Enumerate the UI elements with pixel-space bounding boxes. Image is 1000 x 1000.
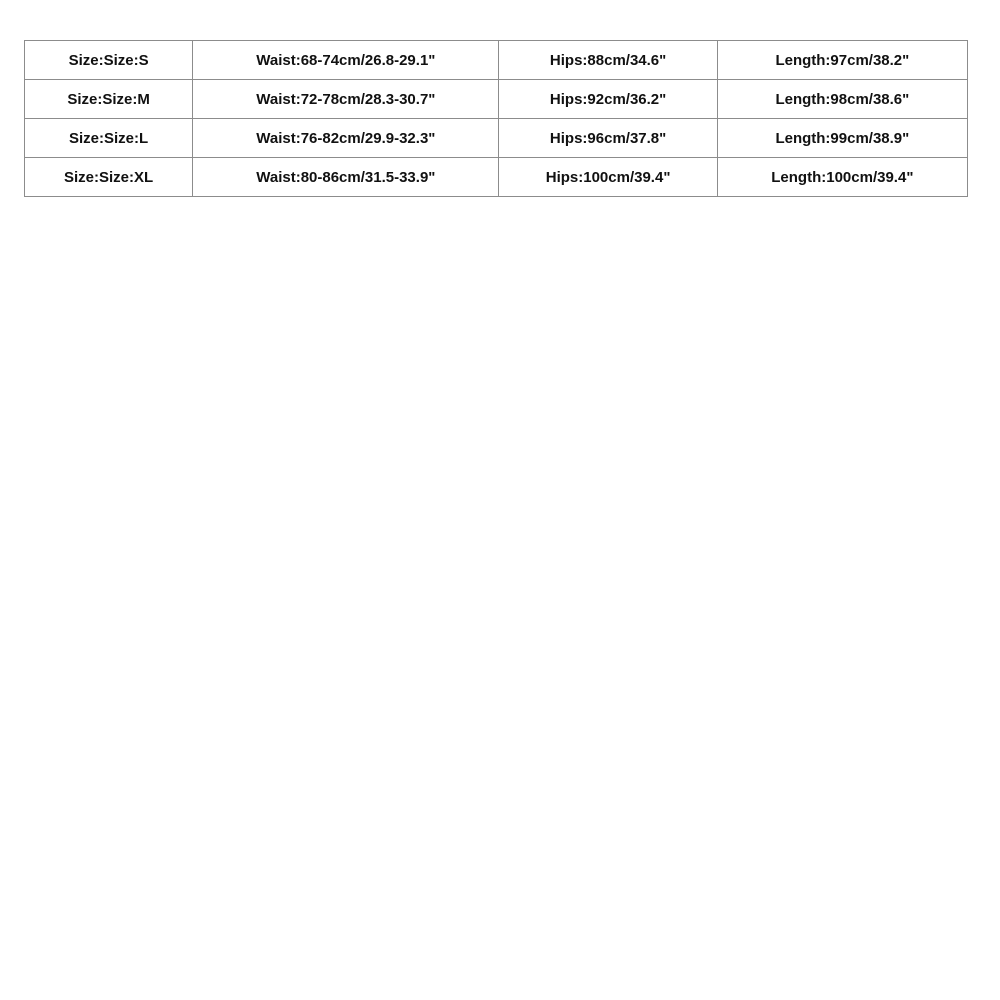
table-row (25, 80, 968, 119)
table-row (25, 158, 968, 197)
waist-cell: Waist:72-78cm/28.3-30.7" (193, 80, 499, 119)
hips-cell: Hips:96cm/37.8" (499, 119, 717, 158)
length-cell: Length:97cm/38.2" (717, 41, 967, 80)
waist-cell: Waist:76-82cm/29.9-32.3" (193, 119, 499, 158)
waist-cell: Waist:68-74cm/26.8-29.1" (193, 41, 499, 80)
waist-cell: Waist:80-86cm/31.5-33.9" (193, 158, 499, 197)
hips-cell: Hips:92cm/36.2" (499, 80, 717, 119)
hips-cell: Hips:88cm/34.6" (499, 41, 717, 80)
table-row (25, 119, 968, 158)
length-cell: Length:98cm/38.6" (717, 80, 967, 119)
length-cell: Length:99cm/38.9" (717, 119, 967, 158)
hips-cell: Hips:100cm/39.4" (499, 158, 717, 197)
table-row (25, 41, 968, 80)
size-chart-table (24, 40, 968, 197)
size-cell: Size:Size:XL (25, 158, 193, 197)
length-cell: Length:100cm/39.4" (717, 158, 967, 197)
size-cell: Size:Size:L (25, 119, 193, 158)
size-cell: Size:Size:M (25, 80, 193, 119)
size-cell: Size:Size:S (25, 41, 193, 80)
